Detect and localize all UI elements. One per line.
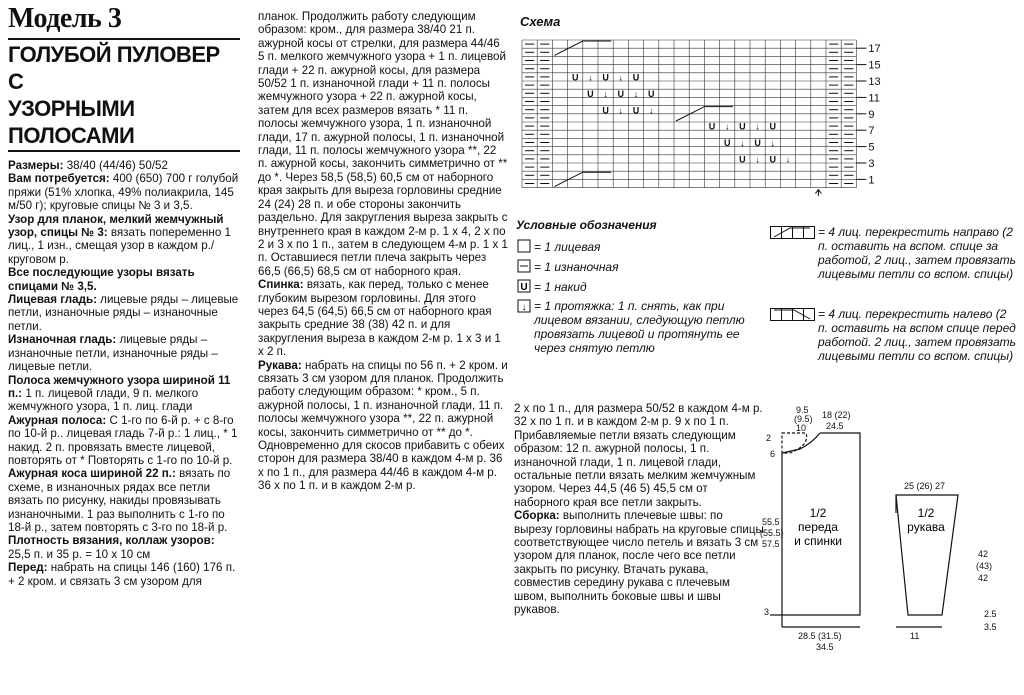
dim-cuff-1: 2.5 <box>984 609 997 619</box>
yarn-over-mark: U <box>754 138 761 149</box>
paragraph-text: вязать по схеме, в изнаночных рядах все петли вязать по рисунку, накиды провязывать изнаночными. 1 раз выполнить с 1-го по 18-й р., затем повторять с 3-го по 18-й р. <box>8 467 231 534</box>
legend-symbols <box>516 238 536 318</box>
dim-width-1: 28.5 (31.5) <box>798 631 842 641</box>
dim-band: 3 <box>764 607 770 617</box>
col1-paragraph <box>8 266 240 293</box>
legend-cross-right: = 4 лиц. перекрестить направо (2 п. оставить на вспом. спице за работой, 2 лиц., затем провязать лицевыми петли со вспом. спицы) <box>818 225 1016 281</box>
yarn-over-mark: U <box>617 88 625 99</box>
row-label: 1 <box>868 174 875 187</box>
row-label: 15 <box>868 59 881 72</box>
dim-sleeve-len-2: (43) <box>976 561 993 571</box>
title-line-1: ГОЛУБОЙ ПУЛОВЕР С <box>8 42 220 94</box>
dim-width-2: 34.5 <box>816 642 834 652</box>
yarn-over-mark: U <box>602 105 609 116</box>
col1-paragraph <box>8 293 240 333</box>
chart-schema <box>520 36 900 196</box>
front-label-2: переда <box>798 520 838 534</box>
legend-cross-left: = 4 лиц. перекрестить налево (2 п. оставить на вспом спице перед работой. 2 лиц., затем провязать лицевыми петли со вспом. спицы) <box>818 307 1016 363</box>
legend-item-yarnover: = 1 накид <box>534 280 587 294</box>
model-title: Модель 3 <box>8 3 122 34</box>
dim-neck-1: 18 (22) <box>822 410 851 420</box>
column-right <box>514 402 764 617</box>
paragraph-text: планок. Продолжить работу следующим образом: кром., для размера 38/40 21 п. ажурной косы от стрелки, для размера 44/46 5 п. мелкого жемчужного узора + 1 п. лицевой глади + 22 п. ажурной косы, для размера 50/52 1 п. изнаночной глади + 11 п. полосы жемчужного узора + 22 п. ажурной косы, затем для всех размеров вязать * 11 п. полосы жемчужного узора, 1 п. изнаночной глади, 17 п. ажурной полосы, 1 п. изнаночной глади, 11 п. полосы жемчужного узора **, 22 п. ажурной косы, закончить симметрично от ** до *. Через 58,5 (58,5) 60,5 см от наборного края закрыть для выреза горловины средние 24 (24) 28 п. и обе стороны закончить раздельно. Для закругления выреза закрыть с внутреннего края в каждом 2-м р. 1 х 4, 2 х по 2 и 3 х по 1 п., затем в следующем 4-м р. 1 х 1 п. Оставшиеся петли плеча закрыть через 66,5 (66,5) 68,5 см от наборного края. <box>258 10 508 278</box>
title-rule-2 <box>8 150 240 152</box>
pattern-diagram <box>760 405 1020 690</box>
col2-paragraph <box>258 278 508 358</box>
row-label: 3 <box>868 158 875 170</box>
dim-sleeve-len-1: 42 <box>978 549 989 559</box>
slip-knit-mark: ↓ <box>724 121 730 132</box>
legend-item-slip: = 1 протяжка: 1 п. снять, как при лицевом вязании, следующую петлю провязать лицевой и протянуть ее через снятую петлю <box>534 299 745 355</box>
yarn-over-mark: U <box>632 72 640 83</box>
column-right-body <box>514 402 764 617</box>
dim-length-3: 57.5 <box>762 539 780 549</box>
yarn-over-mark: U <box>769 121 777 132</box>
row-label: 17 <box>868 43 881 56</box>
col1-paragraph <box>8 374 240 414</box>
paragraph-heading: Узор для планок, мелкий жемчужный узор, спицы № 3: <box>8 212 224 240</box>
dim-cuff-width: 11 <box>910 631 920 641</box>
paragraph-text: вязать попеременно 1 лиц., 1 изн., смещая узор в каждом р./круговом р. <box>8 226 231 266</box>
paragraph-text: набрать на спицы по 56 п. + 2 кром. и связать 3 см узором для планок. Продолжить работу следующим образом: * кром., 5 п. ажурной полосы, 1 п. изнаночной глади, 11 п. полосы жемчужного узора **, 22 п. ажурной косы, закончить симметрично от ** до *. Одновременно для скосов прибавить с обеих сторон для размера 38/40 в каждом 4-м р. 36 х по 1 п., для размера 44/46 в каждом 4-м р. 36 х по 1 п. и в каждом 2-м р. <box>258 358 508 493</box>
paragraph-text: лицевые ряды – лицевые петли, изнаночные ряды – изнаночные петли. <box>8 293 239 333</box>
sleeve-label-2: рукава <box>907 520 945 534</box>
slip-knit-mark: ↓ <box>755 121 760 132</box>
row-label: 5 <box>868 141 875 154</box>
svg-text:↓: ↓ <box>521 302 527 313</box>
dim-shoulder-1: 9.5 <box>796 405 809 415</box>
schema-title: Схема <box>520 14 561 29</box>
col1-paragraph <box>8 159 240 172</box>
legend-item-purl: = 1 изнаночная <box>534 260 619 274</box>
svg-text:U: U <box>520 282 528 293</box>
cross-right-icon <box>770 224 820 242</box>
paragraph-heading: Изнаночная гладь: <box>8 333 117 347</box>
slip-knit-mark: ↓ <box>755 154 760 165</box>
slip-knit-mark: ↓ <box>770 138 776 149</box>
paragraph-text: 2 х по 1 п., для размера 50/52 в каждом 4-м р. 32 х по 1 п. и в каждом 2-м р. 9 х по 1 п. Прибавляемые петли вязать следующим образом: 12 п. ажурной полосы, 1 п. изнаночной глади, 1 п. лицевой глади, остальные петли вязать мелким жемчужным узором. Через 44,5 (46 5) 45,5 см от наборного края все петли закрыть. <box>514 402 763 509</box>
slip-knit-mark: ↓ <box>603 88 608 99</box>
yarn-over-mark: U <box>602 72 609 83</box>
col1-paragraph <box>8 172 240 212</box>
knit-icon <box>518 240 530 252</box>
paragraph-text: 25,5 п. и 35 р. = 10 х 10 см <box>8 547 151 561</box>
paragraph-heading: Спинка: <box>258 278 304 292</box>
title-line-2: УЗОРНЫМИ ПОЛОСАМИ <box>8 96 135 148</box>
slip-knit-mark: ↓ <box>618 105 624 116</box>
yarn-over-mark: U <box>739 154 746 165</box>
slip-knit-mark: ↓ <box>633 88 639 99</box>
paragraph-heading: Рукава: <box>258 358 302 372</box>
legend-title: Условные обозначения <box>516 218 657 232</box>
paragraph-text: С 1-го по 6-й р. + с 8-го по 10-й р.. лицевая гладь 7-й р.: 1 лиц., * 1 накид. 2 п. провязать вместе лицевой, повторять от * Повторять с 1-го по 10-й р. <box>8 413 238 467</box>
yarn-over-mark: U <box>632 105 640 116</box>
start-arrow-icon <box>815 190 821 196</box>
front-label-1: 1/2 <box>809 506 827 520</box>
paragraph-heading: Все последующие узоры вязать спицами № 3,5. <box>8 266 195 293</box>
dim-neck-2: 24.5 <box>826 421 844 431</box>
paragraph-heading: Ажурная коса шириной 22 п.: <box>8 467 176 481</box>
paragraph-heading: Полоса жемчужного узора шириной 11 п.: <box>8 373 231 400</box>
yarn-over-mark: U <box>708 121 716 132</box>
legend-item-knit: = 1 лицевая <box>534 240 601 254</box>
row-label: 7 <box>868 125 875 138</box>
row-label: 13 <box>868 76 881 88</box>
yarn-over-mark: U <box>723 138 731 149</box>
slip-knit-mark: ↓ <box>740 138 745 149</box>
yarn-over-mark: U <box>769 154 777 165</box>
paragraph-heading: Размеры: <box>8 159 64 172</box>
col1-paragraph <box>8 333 240 373</box>
slip-knit-mark: ↓ <box>648 105 654 116</box>
col3-paragraph <box>514 402 764 509</box>
paragraph-heading: Лицевая гладь: <box>8 293 97 307</box>
sleeve-label-1: 1/2 <box>917 506 935 520</box>
yarn-over-mark: U <box>647 88 655 99</box>
paragraph-heading: Ажурная полоса: <box>8 413 107 427</box>
col1-paragraph <box>8 213 240 267</box>
paragraph-text: набрать на спицы 146 (160) 176 п. + 2 кром. и связать 3 см узором для <box>8 561 236 588</box>
yarn-over-mark: U <box>739 121 746 132</box>
column-left <box>8 0 240 588</box>
paragraph-heading: Сборка: <box>514 509 560 523</box>
paragraph-text: 1 п. лицевой глади, 9 п. мелкого жемчужного узора, 1 п. лиц. глади <box>8 386 199 414</box>
col1-paragraph <box>8 414 240 468</box>
dim-sleeve-len-3: 42 <box>978 573 989 583</box>
paragraph-text: 400 (650) 700 г голубой пряжи (51% хлопка, 49% полиакрила, 145 м/50 г); круговые спицы № 3 и 3,5. <box>8 172 239 213</box>
dim-length-2: (55.5) <box>760 528 784 538</box>
dim-length-1: 55.5 <box>762 517 780 527</box>
paragraph-heading: Вам потребуется: <box>8 172 110 186</box>
row-label: 9 <box>868 108 875 121</box>
slip-knit-mark: ↓ <box>588 72 593 83</box>
paragraph-text: 38/40 (44/46) 50/52 <box>63 159 168 172</box>
dim-shoulder-2: (9.5) <box>794 414 813 424</box>
title-rule <box>8 38 240 40</box>
column-middle-body <box>258 10 508 493</box>
col1-paragraph <box>8 534 240 561</box>
cross-left-icon <box>770 306 820 324</box>
paragraph-heading: Перед: <box>8 561 48 575</box>
paragraph-text: выполнить плечевые швы: по вырезу горловины набрать на круговые спицы соответствующее число петель и вязать 3 см узором для планок, после чего все петли закрыть по рисунку. Втачать рукава, совместив середину рукава с плечевым швом, выполнить боковые швы и швы рукавов. <box>514 509 764 617</box>
row-label: 11 <box>868 92 880 105</box>
col2-paragraph <box>258 10 508 278</box>
dim-cuff-2: 3.5 <box>984 622 997 632</box>
front-label-3: и спинки <box>794 534 842 548</box>
column-left-body <box>8 159 240 588</box>
paragraph-text: лицевые ряды – изнаночные петли, изнаночные ряды – лицевые петли. <box>8 333 218 374</box>
col3-paragraph <box>514 509 764 616</box>
slip-knit-mark: ↓ <box>618 72 624 83</box>
slip-knit-mark: ↓ <box>785 154 791 165</box>
dim-shoulder-3: 10 <box>796 423 807 433</box>
col1-paragraph <box>8 467 240 534</box>
dim-neck-depth-1: 2 <box>766 433 772 443</box>
yarn-over-mark: U <box>571 72 579 83</box>
column-middle <box>258 10 508 493</box>
dim-neck-depth-2: 6 <box>770 449 776 459</box>
paragraph-text: вязать, как перед, только с менее глубоким вырезом горловины. Для этого через 64,5 (64,5) 66,5 см от наборного края закрыть средние 38 (38) 42 п. и для закругления выреза в каждом 2-м р. 1 х 3 и 1 х 2 п. <box>258 278 501 359</box>
dim-sleeve-top: 25 (26) 27 <box>904 481 946 491</box>
paragraph-heading: Плотность вязания, коллаж узоров: <box>8 534 215 548</box>
col2-paragraph <box>258 359 508 493</box>
col1-paragraph <box>8 561 240 588</box>
yarn-over-mark: U <box>587 88 594 99</box>
